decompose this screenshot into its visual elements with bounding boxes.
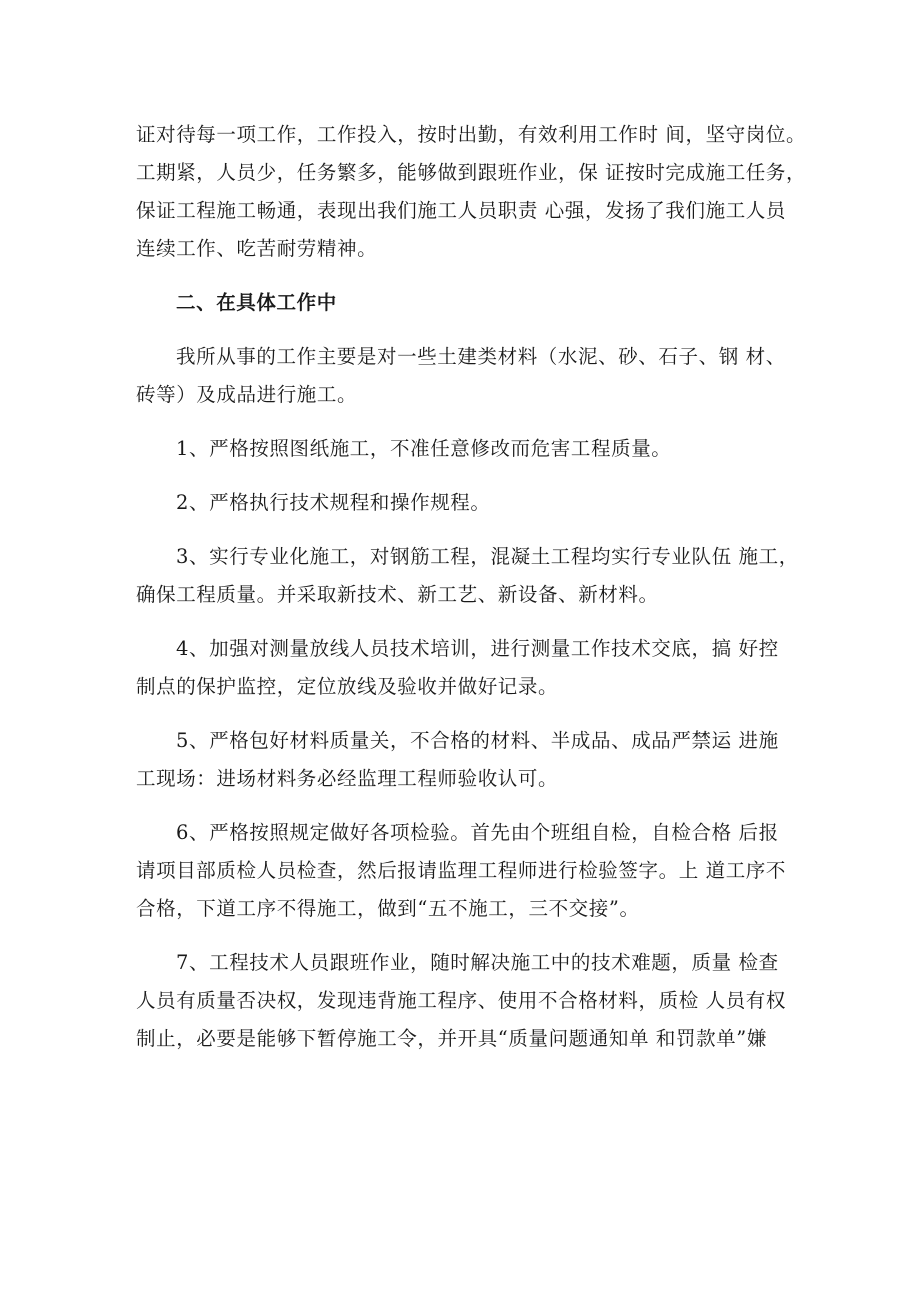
text-line: 1、严格按照图纸施工，不准任意修改而危害工程质量。 [176,437,672,460]
text-line: 二、在具体工作中 [176,291,337,314]
paragraph [136,116,807,268]
paragraph [136,338,798,414]
paragraph-gap [136,468,798,484]
text-line: 6、严格按照规定做好各项检验。首先由个班组自检，自检合格 后报 [176,821,779,844]
text-line: 保证工程施工畅通，表现出我们施工人员职责 心强，发扬了我们施工人员 [136,199,786,222]
paragraph-gap [136,414,798,430]
section-heading [136,284,798,322]
text-line: 连续工作、吃苦耐劳精神。 [136,237,378,260]
paragraph-gap [136,268,798,284]
text-line: 3、实行专业化施工，对钢筋工程，混凝土工程均实行专业队伍 施工， [176,545,799,568]
text-line: 工现场：进场材料务必经监理工程师验收认可。 [136,767,559,790]
paragraph-gap [136,322,798,338]
paragraph [136,944,798,1058]
paragraph [136,722,798,798]
text-line: 证对待每一项工作，工作投入，按时出勤，有效利用工作时 间，坚守岗位。 [136,123,807,146]
text-line: 合格，下道工序不得施工，做到“五不施工，三不交接”。 [136,897,640,920]
text-line: 人员有质量否决权，发现违背施工程序、使用不合格材料，质检 人员有权 [136,989,786,1012]
document-body [136,116,807,1058]
text-line: 7、工程技术人员跟班作业，随时解决施工中的技术难题，质量 检查 [176,951,779,974]
text-line: 我所从事的工作主要是对一些土建类材料（水泥、砂、石子、钢 材、 [176,345,786,368]
paragraph-gap [136,522,798,538]
text-line: 确保工程质量。并采取新技术、新工艺、新设备、新材料。 [136,583,659,606]
text-line: 砖等）及成品进行施工。 [136,383,358,406]
paragraph-gap [136,706,798,722]
paragraph-gap [136,928,798,944]
paragraph [136,430,798,468]
paragraph-gap [136,798,798,814]
paragraph [136,630,798,706]
text-line: 4、加强对测量放线人员技术培训，进行测量工作技术交底，搞 好控 [176,637,779,660]
text-line: 2、严格执行技术规程和操作规程。 [176,491,491,514]
paragraph [136,484,798,522]
paragraph-gap [136,614,798,630]
paragraph [136,814,798,928]
text-line: 5、严格包好材料质量关，不合格的材料、半成品、成品严禁运 进施 [176,729,779,752]
text-line: 制止，必要是能够下暂停施工令，并开具“质量问题通知单 和罚款单”嫌 [136,1027,767,1050]
text-line: 工期紧，人员少，任务繁多，能够做到跟班作业，保 证按时完成施工任务， [136,161,807,184]
paragraph [136,538,798,614]
text-line: 制点的保护监控，定位放线及验收并做好记录。 [136,675,559,698]
text-line: 请项目部质检人员检查，然后报请监理工程师进行检验签字。上 道工序不 [136,859,786,882]
